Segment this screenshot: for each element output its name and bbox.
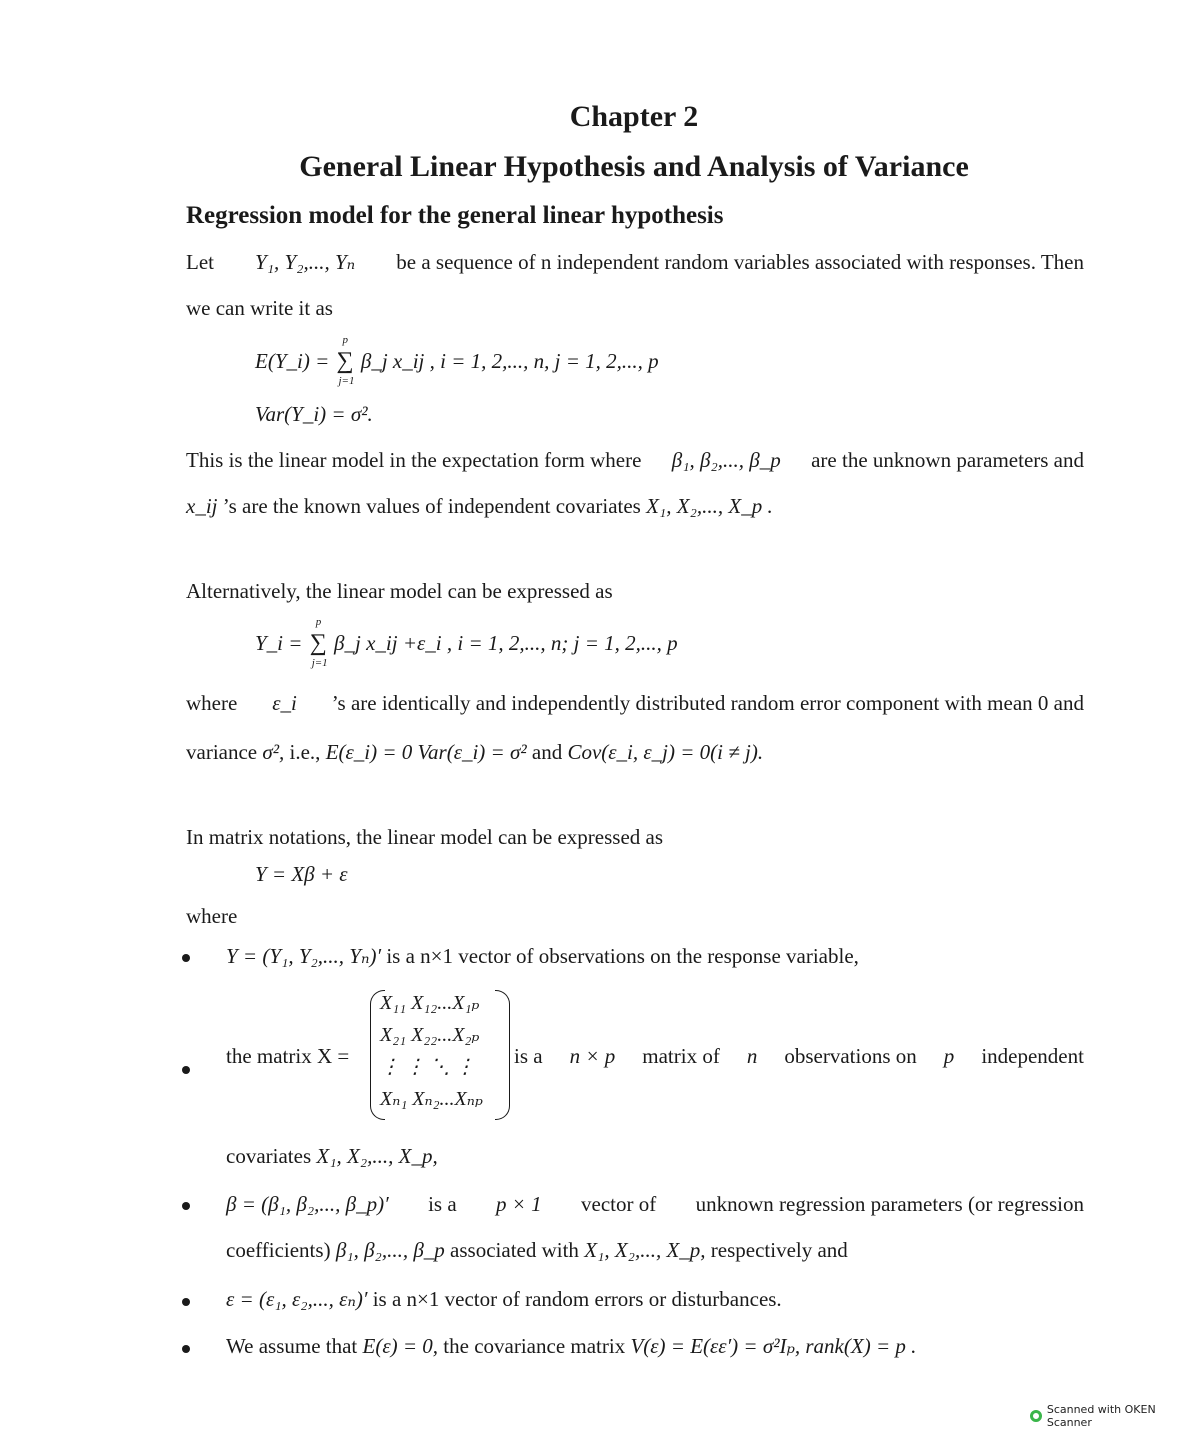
- p2-covariates: X₁, X₂,..., X_p .: [646, 494, 773, 518]
- b2-covariates: covariates: [226, 1144, 312, 1168]
- equation-expectation: [255, 334, 659, 387]
- b3-math: β = (β₁, β₂,..., β_p)′: [226, 1192, 389, 1216]
- b4-math: ε = (ε₁, ε₂,..., εₙ)′: [226, 1287, 368, 1311]
- p4-where: where: [186, 691, 238, 715]
- p2-line1-a: This is the linear model in the expectation form where: [186, 448, 642, 472]
- b2-covariates-math: X₁, X₂,..., X_p,: [316, 1144, 438, 1168]
- equation-variance: Var(Y_i) = σ².: [255, 402, 373, 426]
- b1-text: is a n×1 vector of observations on the response variable,: [386, 944, 859, 968]
- p4-sigma: σ²,: [262, 740, 285, 764]
- b2-npm: n × p: [569, 1044, 616, 1068]
- eq1-lhs: E(Y_i) =: [255, 349, 330, 373]
- equation-linear-model: [255, 616, 678, 669]
- p1-let: Let: [186, 250, 214, 274]
- b3-unknown: unknown regression parameters (or regression: [695, 1192, 1084, 1216]
- paragraph-2-line-2: [186, 494, 773, 519]
- scanner-watermark: [1030, 1403, 1200, 1429]
- b2-n: n: [746, 1044, 758, 1068]
- chapter-heading: Chapter 2: [569, 100, 699, 133]
- eq3-lhs: Y_i =: [255, 631, 303, 655]
- b2-matrix-of: matrix of: [642, 1044, 720, 1068]
- scanner-label: Scanned with OKEN Scanner: [1046, 1403, 1156, 1429]
- eq3-rhs: β_j x_ij +ε_i , i = 1, 2,..., n; j = 1, 2,..., p: [334, 631, 678, 655]
- b2-independent: independent: [981, 1044, 1084, 1068]
- b3-p1: p × 1: [496, 1192, 542, 1216]
- chapter-title: General Linear Hypothesis and Analysis of Variance: [299, 150, 969, 183]
- bullet-4: [226, 1287, 782, 1312]
- bullet-dot: [182, 954, 190, 962]
- paragraph-2-line-1: [186, 448, 1084, 473]
- paragraph-3: Alternatively, the linear model can be expressed as: [186, 579, 613, 603]
- matrix-x: [370, 990, 510, 1122]
- b5-math1: E(ε) = 0,: [362, 1334, 439, 1358]
- bullet-dot: [182, 1298, 190, 1306]
- p1-vars: Y₁, Y₂,..., Yₙ: [255, 250, 356, 274]
- b1-math: Y = (Y₁, Y₂,..., Yₙ)′: [226, 944, 382, 968]
- b2-observations-on: observations on: [784, 1044, 917, 1068]
- bullet-3-line-2: [226, 1238, 848, 1263]
- b5-text-b: the covariance matrix: [443, 1334, 626, 1358]
- eq1-rhs: β_j x_ij , i = 1, 2,..., n, j = 1, 2,..., p: [360, 349, 659, 373]
- section-heading: Regression model for the general linear hypothesis: [186, 202, 724, 229]
- b3-respectively: respectively and: [710, 1238, 848, 1262]
- bullet-5: [226, 1334, 916, 1359]
- bullet-2-line-2: [226, 1144, 438, 1169]
- bullet-dot: [182, 1066, 190, 1074]
- p1-rest: be a sequence of n independent random variables associated with responses. Then: [396, 250, 1084, 274]
- b2-p: p: [943, 1044, 955, 1068]
- p4-eq: E(ε_i) = 0 Var(ε_i) = σ²: [325, 740, 527, 764]
- b4-text: is a n×1 vector of random errors or disturbances.: [372, 1287, 782, 1311]
- matrix-row-2: X₂₁ X₂₂...X₂ₚ: [380, 1024, 480, 1046]
- b3-covs: X₁, X₂,..., X_p,: [584, 1238, 706, 1262]
- p2-line1-b: are the unknown parameters and: [811, 448, 1084, 472]
- p4-cov: Cov(ε_i, ε_j) = 0(i ≠ j).: [567, 740, 764, 764]
- p4-line1-b: ’s are identically and independently distributed random error component with mean 0 and: [331, 691, 1084, 715]
- matrix-right-paren: [495, 990, 510, 1120]
- scanner-logo-icon: [1030, 1410, 1042, 1422]
- where-label: where: [186, 904, 238, 928]
- bullet-dot: [182, 1345, 190, 1353]
- summation-symbol: ∑ p j=1: [336, 334, 355, 387]
- matrix-row-4: Xₙ₁ Xₙ₂...Xₙₚ: [380, 1088, 483, 1110]
- p4-ie: i.e.,: [289, 740, 321, 764]
- p4-variance: variance: [186, 740, 258, 764]
- p2-xij: x_ij: [186, 494, 218, 518]
- b2-lhs: the matrix X =: [226, 1044, 350, 1068]
- p2-params: β₁, β₂,..., β_p: [671, 448, 781, 472]
- bullet-1: [226, 944, 859, 969]
- matrix-row-3: ⋮ ⋮ ⋱ ⋮: [380, 1056, 475, 1078]
- equation-matrix-form: Y = Xβ + ε: [255, 862, 348, 886]
- bullet-2-line-1: [514, 1044, 1084, 1069]
- bullet-dot: [182, 1202, 190, 1210]
- b3-coefficients: coefficients): [226, 1238, 331, 1262]
- bullet-3-line-1: [226, 1192, 1084, 1217]
- paragraph-5: In matrix notations, the linear model can be expressed as: [186, 825, 664, 849]
- b5-math2: V(ε) = E(εε′) = σ²Iₚ, rank(X) = p .: [630, 1334, 917, 1358]
- paragraph-1-line-1: [186, 250, 1084, 275]
- paragraph-1-line-2: we can write it as: [186, 296, 333, 320]
- paragraph-4-line-2: [186, 740, 763, 765]
- p4-and: and: [531, 740, 563, 764]
- b3-betas: β₁, β₂,..., β_p: [335, 1238, 445, 1262]
- b3-vector-of: vector of: [581, 1192, 657, 1216]
- b3-is-a: is a: [428, 1192, 457, 1216]
- summation-symbol: ∑ p j=1: [309, 616, 328, 669]
- p2-line2-b: ’s are the known values of independent covariates: [222, 494, 641, 518]
- matrix-row-1: X₁₁ X₁₂...X₁ₚ: [380, 992, 480, 1014]
- p4-eps: ε_i: [272, 691, 297, 715]
- b5-text-a: We assume that: [226, 1334, 358, 1358]
- b2-is-a: is a: [514, 1044, 543, 1068]
- b3-associated: associated with: [450, 1238, 579, 1262]
- paragraph-4-line-1: [186, 691, 1084, 716]
